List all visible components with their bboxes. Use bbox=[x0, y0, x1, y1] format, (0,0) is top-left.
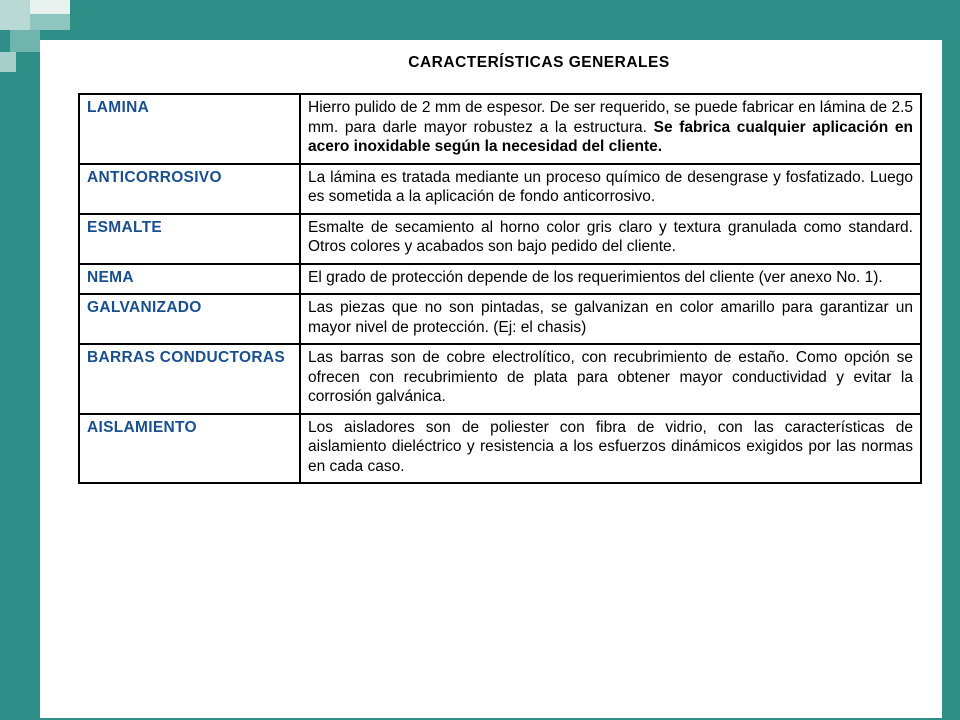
corner-decoration bbox=[10, 30, 40, 52]
table-row bbox=[79, 214, 921, 264]
document-title: CARACTERÍSTICAS GENERALES bbox=[408, 54, 670, 71]
specifications-table bbox=[78, 93, 922, 484]
description-bold-text: Se fabrica cualquier aplicación en acero inoxidable según la necesidad del cliente. bbox=[308, 118, 913, 155]
corner-decoration bbox=[0, 0, 30, 30]
row-label: GALVANIZADO bbox=[79, 294, 300, 344]
table-row bbox=[79, 294, 921, 344]
corner-decoration bbox=[0, 52, 16, 72]
row-description bbox=[300, 94, 921, 164]
table-row bbox=[79, 94, 921, 164]
table-row bbox=[79, 264, 921, 295]
table-row bbox=[79, 344, 921, 414]
row-label: ESMALTE bbox=[79, 214, 300, 264]
row-description: Las piezas que no son pintadas, se galvanizan en color amarillo para garantizar un mayor nivel de protección. (Ej: el chasis) bbox=[300, 294, 921, 344]
row-label: NEMA bbox=[79, 264, 300, 295]
corner-decoration bbox=[30, 0, 70, 14]
row-label: BARRAS CONDUCTORAS bbox=[79, 344, 300, 414]
row-label: ANTICORROSIVO bbox=[79, 164, 300, 214]
slide-content bbox=[40, 40, 942, 718]
table-row bbox=[79, 164, 921, 214]
description-text: Hierro pulido de 2 mm de espesor. De ser requerido, se puede fabricar en lámina de 2.5 mm. para darle mayor robustez a la estructura. bbox=[308, 99, 913, 136]
table-row bbox=[79, 414, 921, 484]
row-label: LAMINA bbox=[79, 94, 300, 164]
row-description: La lámina es tratada mediante un proceso químico de desengrase y fosfatizado. Luego es sometida a la aplicación de fondo anticorrosivo. bbox=[300, 164, 921, 214]
row-description: Los aisladores son de poliester con fibra de vidrio, con las características de aislamiento dieléctrico y resistencia a los esfuerzos dinámicos exigidos por las normas en cada caso. bbox=[300, 414, 921, 484]
row-label: AISLAMIENTO bbox=[79, 414, 300, 484]
row-description: Las barras son de cobre electrolítico, con recubrimiento de estaño. Como opción se ofrecen con recubrimiento de plata para obtener mayor conductividad y evitar la corrosión galvánica. bbox=[300, 344, 921, 414]
corner-decoration bbox=[30, 14, 70, 30]
row-description: El grado de protección depende de los requerimientos del cliente (ver anexo No. 1). bbox=[300, 264, 921, 295]
row-description: Esmalte de secamiento al horno color gris claro y textura granulada como standard. Otros colores y acabados son bajo pedido del cliente. bbox=[300, 214, 921, 264]
